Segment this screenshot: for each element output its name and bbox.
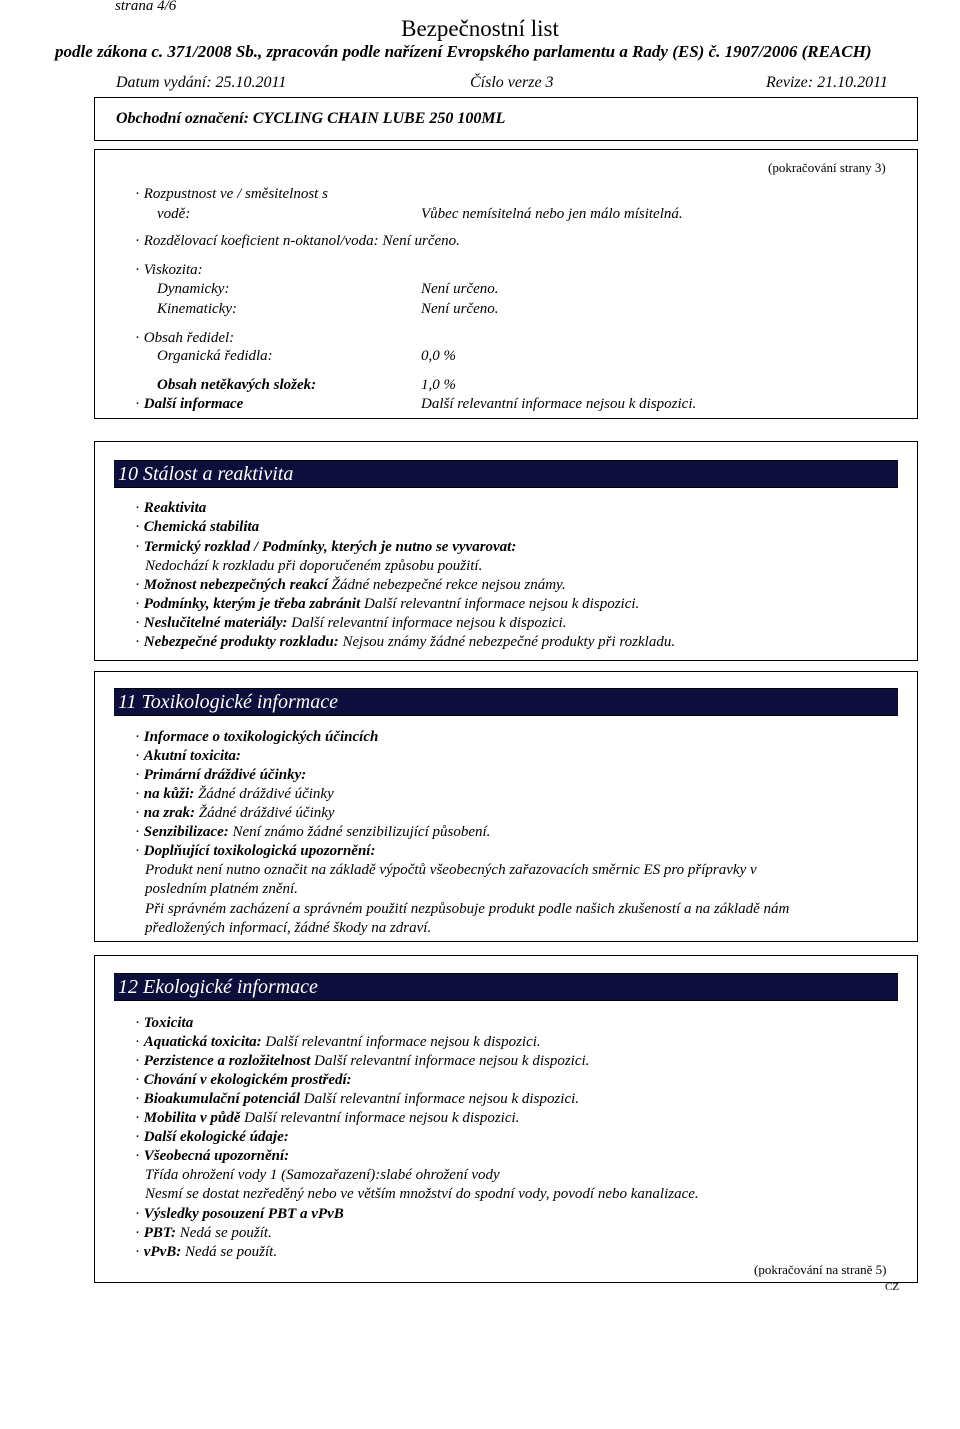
additional-toxicological-text-2: Při správném zacházení a správném použití nezpůsobuje produkt podle našich zkušeností a na základě nám: [145, 901, 790, 917]
solubility-label: · Rozpustnost ve / směsitelnost s: [135, 186, 328, 203]
country-code: CZ: [885, 1281, 900, 1293]
other-info-label: · Další informace: [135, 396, 243, 413]
additional-toxicological-text-2-cont: předložených informací, žádné škody na zdraví.: [145, 920, 432, 936]
trade-name: Obchodní označení: CYCLING CHAIN LUBE 250 100ML: [116, 110, 506, 127]
hazardous-reactions: · Možnost nebezpečných reakcí Žádné nebezpečné rekce nejsou známy.: [135, 577, 566, 594]
document-title: Bezpečnostní list: [401, 16, 559, 41]
general-notes-label: · Všeobecná upozornění:: [135, 1148, 289, 1165]
water-hazard-class: Třída ohrožení vody 1 (Samozařazení):slabé ohrožení vody: [145, 1167, 500, 1183]
toxicological-info: · Informace o toxikologických účincích: [135, 729, 378, 746]
additional-toxicological-label: · Doplňující toxikologická upozornění:: [135, 843, 375, 860]
viscosity-label: · Viskozita:: [135, 262, 203, 279]
continuation-note-bottom: (pokračování na straně 5): [754, 1262, 887, 1277]
other-ecological-data: · Další ekologické údaje:: [135, 1129, 289, 1146]
page-number: strana 4/6: [115, 0, 177, 14]
pbt-result: · PBT: Nedá se použít.: [135, 1225, 272, 1242]
document-subtitle: podle zákona c. 371/2008 Sb., zpracován podle nařízení Evropského parlamentu a Rady (ES) č. 1907/2006 (REACH): [55, 42, 872, 61]
other-info-value: Další relevantní informace nejsou k dispozici.: [421, 396, 697, 412]
kinematic-viscosity-value: Není určeno.: [421, 301, 499, 317]
conditions-to-avoid: · Podmínky, kterým je třeba zabránit Další relevantní informace nejsou k dispozici.: [135, 596, 639, 613]
sensitization: · Senzibilizace: Není známo žádné senzibilizující působení.: [135, 824, 490, 841]
continuation-note-top: (pokračování strany 3): [768, 160, 886, 175]
revision-date: Revize: 21.10.2011: [766, 74, 888, 91]
acute-toxicity: · Akutní toxicita:: [135, 748, 241, 765]
reactivity: · Reaktivita: [135, 500, 206, 517]
primary-irritant-effects: · Primární dráždivé účinky:: [135, 767, 306, 784]
incompatible-materials: · Neslučitelné materiály: Další relevantní informace nejsou k dispozici.: [135, 615, 566, 632]
nonvolatile-label: Obsah netěkavých složek:: [157, 377, 317, 393]
pbt-vpvb-results: · Výsledky posouzení PBT a vPvB: [135, 1206, 344, 1223]
eye-effects: · na zrak: Žádné dráždivé účinky: [135, 805, 335, 822]
persistence: · Perzistence a rozložitelnost Další relevantní informace nejsou k dispozici.: [135, 1053, 589, 1070]
partition-coefficient: · Rozdělovací koeficient n-oktanol/voda: Není určeno.: [135, 233, 460, 250]
thermal-decomposition-label: · Termický rozklad / Podmínky, kterých je nutno se vyvarovat:: [135, 539, 516, 556]
toxicity: · Toxicita: [135, 1015, 193, 1032]
organic-solvents-label: Organická ředidla:: [157, 348, 273, 364]
additional-toxicological-text-1-cont: posledním platném znění.: [145, 881, 298, 897]
organic-solvents-value: 0,0 %: [421, 348, 456, 364]
groundwater-warning: Nesmí se dostat nezředěný nebo ve větším množství do spodní vody, povodí nebo kanalizace.: [145, 1186, 699, 1202]
section-10-header: 10 Stálost a reaktivita: [114, 460, 898, 488]
skin-effects: · na kůži: Žádné dráždivé účinky: [135, 786, 334, 803]
solubility-value: Vůbec nemísitelná nebo jen málo mísitelná.: [421, 206, 683, 222]
nonvolatile-value: 1,0 %: [421, 377, 456, 393]
kinematic-viscosity-label: Kinematicky:: [157, 301, 237, 317]
dynamic-viscosity-value: Není určeno.: [421, 281, 499, 297]
decomposition-products: · Nebezpečné produkty rozkladu: Nejsou známy žádné nebezpečné produkty při rozkladu.: [135, 634, 675, 651]
thermal-decomposition-value: Nedochází k rozkladu při doporučeném způsobu použití.: [145, 558, 483, 574]
section-11-header: 11 Toxikologické informace: [114, 688, 898, 716]
additional-toxicological-text-1: Produkt není nutno označit na základě výpočtů všeobecných zařazovacích směrnic ES pro přípravky v: [145, 862, 757, 878]
environmental-behaviour: · Chování v ekologickém prostředí:: [135, 1072, 352, 1089]
version-number: Číslo verze 3: [470, 74, 554, 91]
dynamic-viscosity-label: Dynamicky:: [157, 281, 230, 297]
solubility-label-cont: vodě:: [157, 206, 191, 222]
aquatic-toxicity: · Aquatická toxicita: Další relevantní informace nejsou k dispozici.: [135, 1034, 541, 1051]
section-12-header: 12 Ekologické informace: [114, 973, 898, 1001]
bioaccumulation: · Bioakumulační potenciál Další relevantní informace nejsou k dispozici.: [135, 1091, 579, 1108]
issue-date: Datum vydání: 25.10.2011: [116, 74, 287, 91]
chemical-stability: · Chemická stabilita: [135, 519, 259, 536]
vpvb-result: · vPvB: Nedá se použít.: [135, 1244, 277, 1261]
solvent-content-label: · Obsah ředidel:: [135, 330, 234, 347]
soil-mobility: · Mobilita v půdě Další relevantní informace nejsou k dispozici.: [135, 1110, 519, 1127]
